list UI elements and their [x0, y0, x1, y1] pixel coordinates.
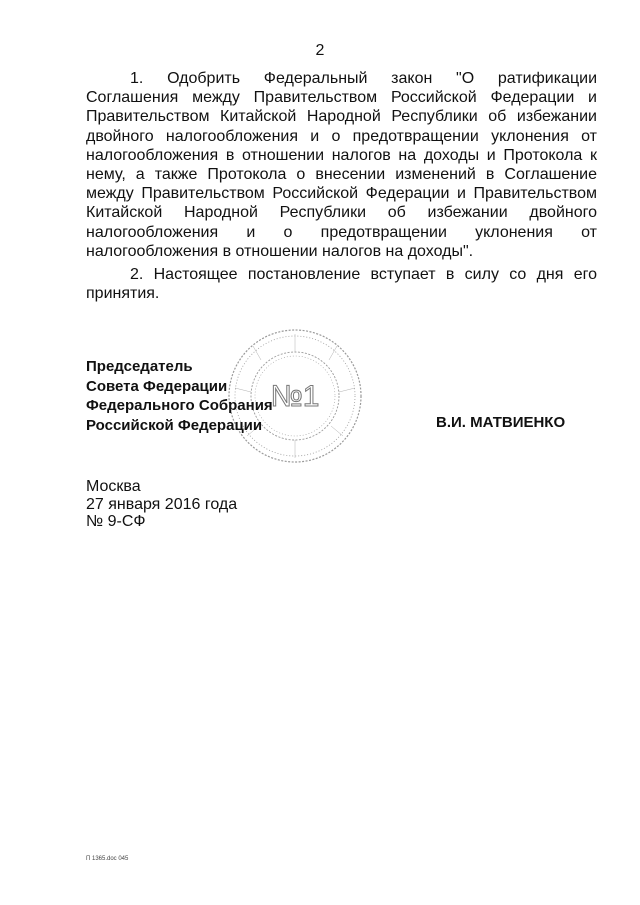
text-line: принятия.: [86, 285, 160, 303]
stamp-number: №1: [270, 380, 320, 413]
text-line: Правительством Китайской Народной Республики об избежании: [86, 108, 597, 126]
paragraph-approve-law: [86, 69, 597, 261]
signatory-title-line: Российской Федерации: [86, 416, 263, 434]
signatory-title: [86, 357, 273, 435]
text-line: нему, а также Протокола о внесении изменений в Соглашение: [86, 165, 597, 183]
text-line: Соглашения между Правительством Российской Федерации и: [86, 89, 597, 107]
signatory-title-line: Председатель: [86, 358, 193, 375]
text-line: налогообложения и о предотвращении уклонения от: [86, 223, 597, 241]
place-and-date: [86, 478, 237, 531]
city: Москва: [86, 478, 141, 495]
signatory-title-line: Федерального Собрания: [86, 397, 273, 414]
document-code: П 1365.doc 045: [86, 856, 129, 862]
signatory-name: В.И. МАТВИЕНКО: [436, 414, 566, 431]
text-line: налогообложения в отношении налогов на доходы".: [86, 242, 474, 260]
text-line: налогообложения в отношении налогов на доходы и Протокола к: [86, 146, 597, 164]
paragraph-effective-date: [86, 265, 597, 303]
text-line: между Правительством Российской Федерации и Правительством: [86, 185, 597, 203]
document-number: № 9-СФ: [86, 513, 146, 530]
text-line: двойного налогообложения и о предотвращении уклонения от: [86, 127, 597, 145]
page-number: 2: [315, 42, 325, 59]
text-line: Китайской Народной Республики об избежании двойного: [86, 204, 597, 222]
text-line: 2. Настоящее постановление вступает в силу со дня его: [130, 266, 597, 283]
signatory-title-line: Совета Федерации: [86, 377, 228, 395]
text-line: 1. Одобрить Федеральный закон "О ратификации: [130, 70, 597, 87]
document-date: 27 января 2016 года: [86, 495, 238, 513]
